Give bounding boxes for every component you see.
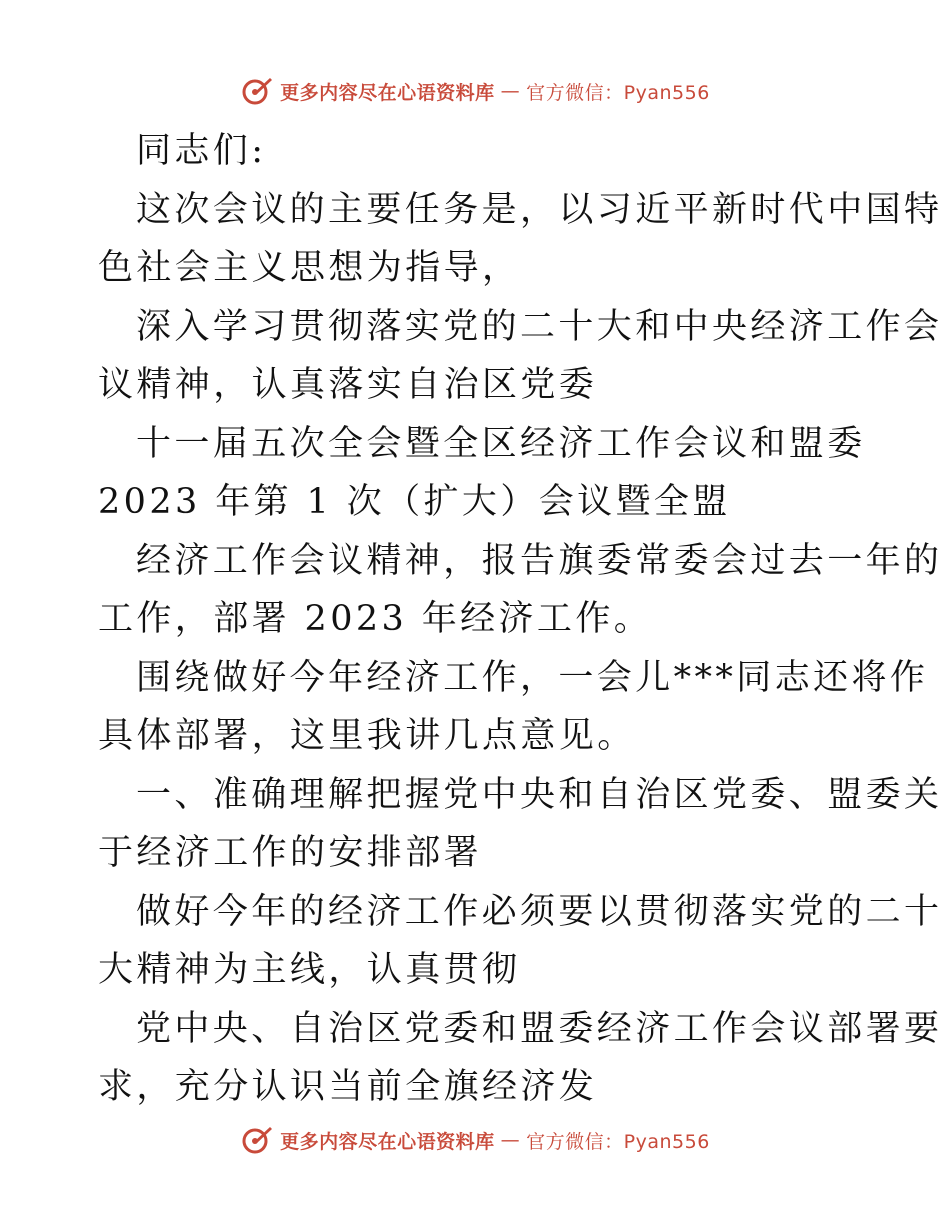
text-line: 一、准确理解把握党中央和自治区党委、盟委关 — [136, 774, 943, 815]
text-line: 求，充分认识当前全旗经济发 — [98, 1067, 598, 1107]
text-line: 具体部署，这里我讲几点意见。 — [98, 716, 636, 756]
text-line: 十一届五次全会暨全区经济工作会议和盟委 — [136, 423, 866, 464]
watermark-banner — [240, 1123, 710, 1157]
banner-wechat: 官方微信：Pyan556 — [526, 1130, 710, 1153]
text-line: 色社会主义思想为指导， — [98, 248, 521, 288]
watermark-banner — [240, 74, 710, 108]
text-line: 这次会议的主要任务是，以习近平新时代中国特 — [136, 189, 943, 230]
text-line: 同志们: — [136, 131, 267, 171]
banner-separator: — — [500, 80, 521, 102]
text-line: 党中央、自治区党委和盟委经济工作会议部署要 — [136, 1008, 943, 1049]
pen-logo-icon — [240, 74, 274, 108]
text-line: 经济工作会议精神，报告旗委常委会过去一年的 — [136, 540, 943, 581]
pen-logo-icon — [240, 1123, 274, 1157]
banner-text: 更多内容尽在心语资料库 — [280, 81, 495, 104]
text-line: 大精神为主线，认真贯彻 — [98, 950, 521, 990]
banner-wechat: 官方微信：Pyan556 — [526, 81, 710, 104]
text-line: 深入学习贯彻落实党的二十大和中央经济工作会 — [136, 306, 943, 347]
banner-text: 更多内容尽在心语资料库 — [280, 1130, 495, 1153]
text-line: 议精神，认真落实自治区党委 — [98, 365, 598, 405]
text-line: 做好今年的经济工作必须要以贯彻落实党的二十 — [136, 891, 943, 932]
text-line: 工作，部署 2023 年经济工作。 — [98, 599, 653, 639]
text-line: 2023 年第 1 次（扩大）会议暨全盟 — [98, 482, 731, 522]
page-header-banner — [0, 71, 950, 111]
banner-separator: — — [500, 1129, 521, 1151]
page-footer-banner — [0, 1120, 950, 1160]
text-line: 于经济工作的安排部署 — [98, 833, 483, 873]
document-body — [98, 122, 943, 1117]
text-line: 围绕做好今年经济工作，一会儿***同志还将作 — [136, 657, 929, 698]
